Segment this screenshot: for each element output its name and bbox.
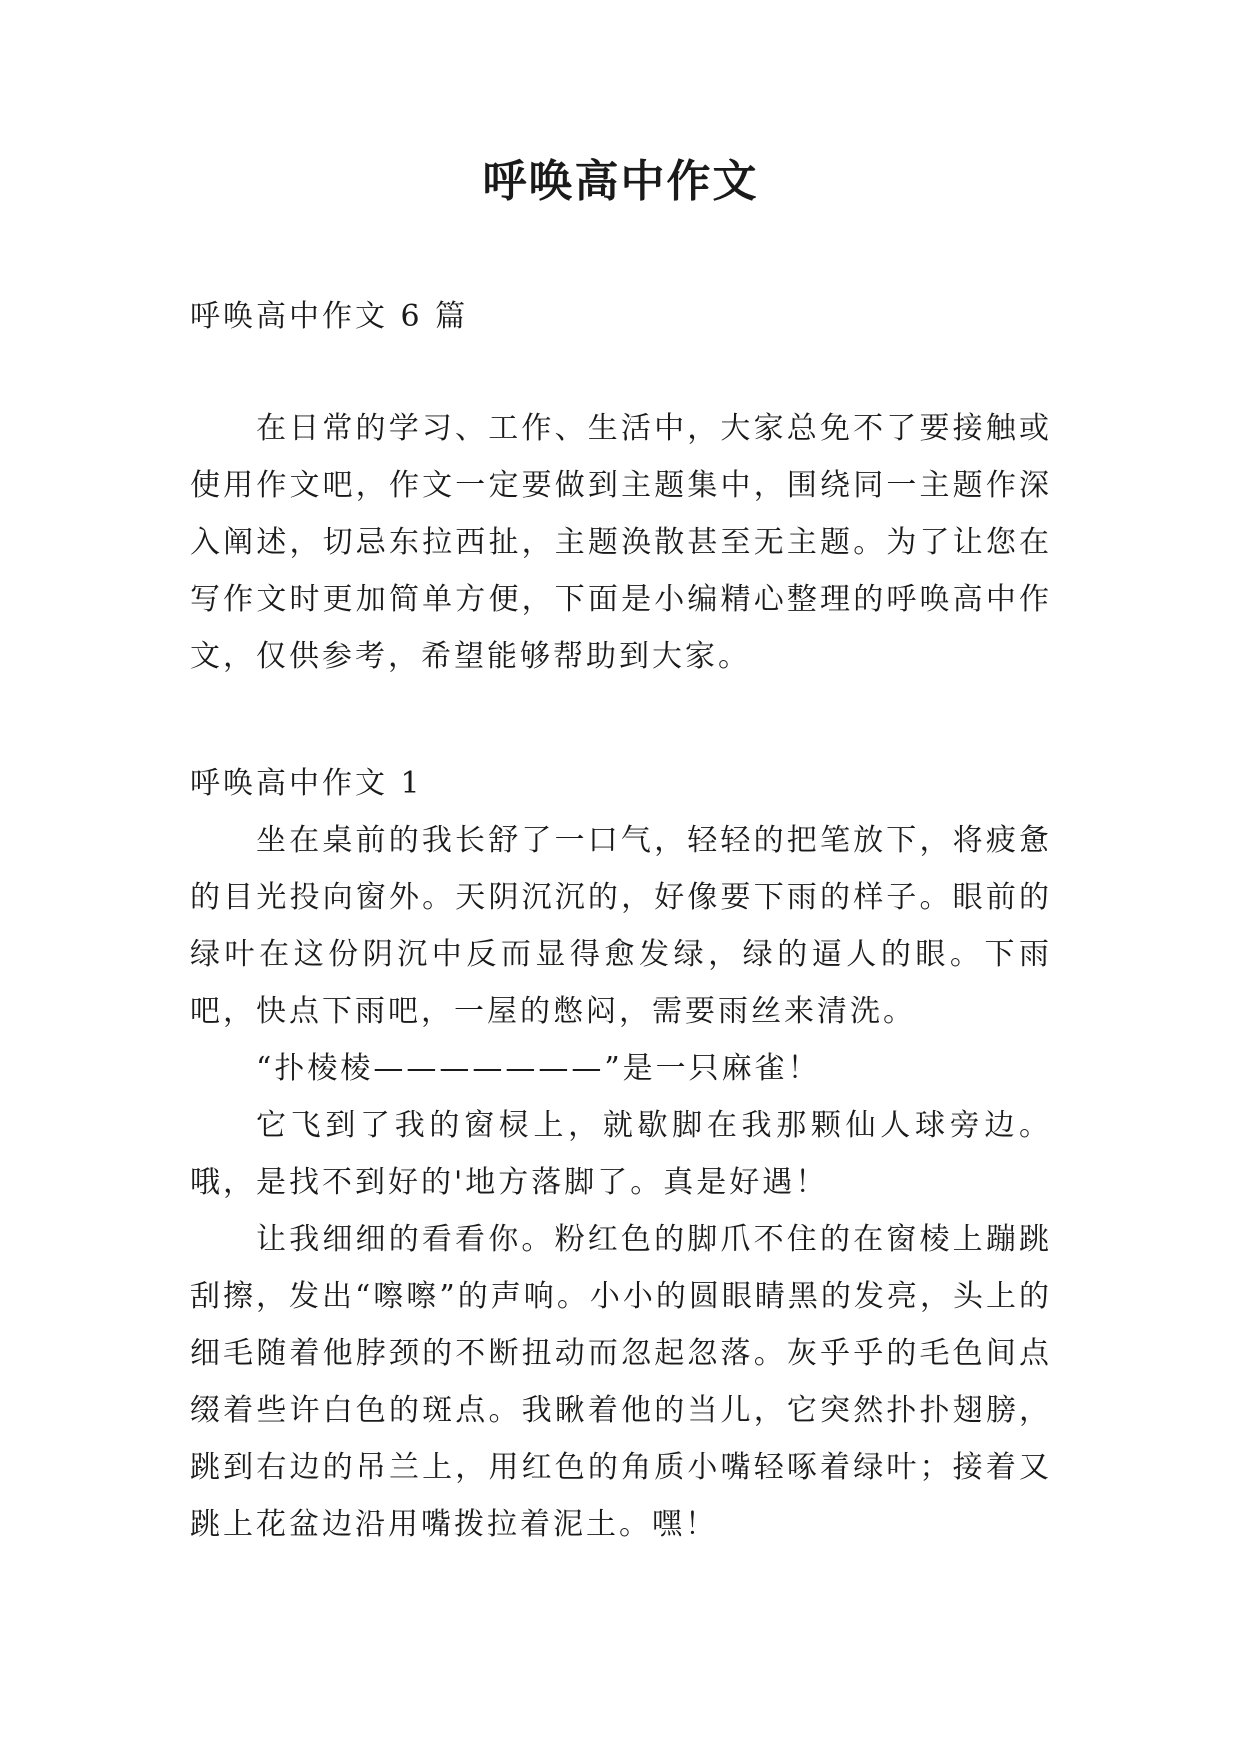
essay-heading: 呼唤高中作文 1 [190, 766, 423, 801]
essay-paragraph: “扑棱棱———————”是一只麻雀！ [256, 1051, 821, 1086]
document-subtitle [190, 288, 1052, 345]
essay-paragraph: 坐在桌前的我长舒了一口气，轻轻的把笔放下，将疲惫的目光投向窗外。天阴沉沉的，好像要下雨的样子。眼前的绿叶在这份阴沉中反而显得愈发绿，绿的逼人的眼。下雨吧，快点下雨吧，一屋的憋闷，需要雨丝来清洗。 [190, 823, 1052, 1029]
document-title: 呼唤高中作文 [482, 156, 759, 207]
essay-section-1 [190, 755, 1052, 1553]
intro-paragraph: 在日常的学习、工作、生活中，大家总免不了要接触或使用作文吧，作文一定要做到主题集中，围绕同一主题作深入阐述，切忌东拉西扯，主题涣散甚至无主题。为了让您在写作文时更加简单方便，下面是小编精心整理的呼唤高中作文，仅供参考，希望能够帮助到大家。 [190, 411, 1052, 674]
essay-paragraph: 它飞到了我的窗棂上，就歇脚在我那颗仙人球旁边。哦，是找不到好的'地方落脚了。真是好遇！ [190, 1108, 1052, 1200]
essay-paragraph: 让我细细的看看你。粉红色的脚爪不住的在窗棱上蹦跳刮擦，发出“嚓嚓”的声响。小小的圆眼睛黑的发亮，头上的细毛随着他脖颈的不断扭动而忽起忽落。灰乎乎的毛色间点缀着些许白色的斑点。我瞅着他的当儿，它突然扑扑翅膀，跳到右边的吊兰上，用红色的角质小嘴轻啄着绿叶；接着又跳上花盆边沿用嘴拨拉着泥土。嘿！ [190, 1222, 1052, 1542]
intro-section [190, 400, 1052, 685]
subtitle-text: 呼唤高中作文 6 篇 [190, 299, 469, 334]
